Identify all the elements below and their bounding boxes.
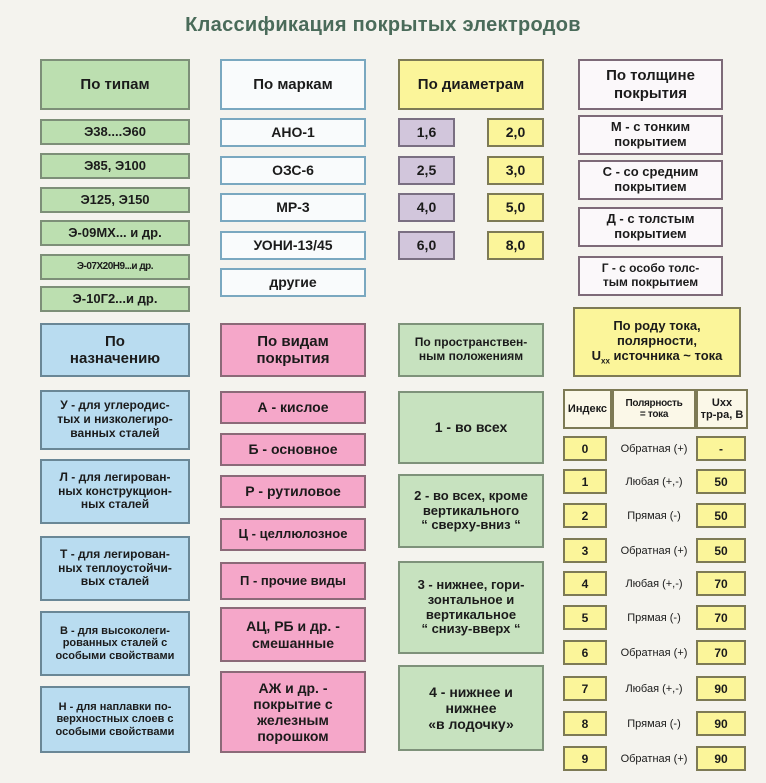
coating-item: Б - основное bbox=[220, 433, 366, 466]
thickness-item: Д - с толстым покрытием bbox=[578, 207, 723, 247]
table-cell-uxx: 90 bbox=[696, 746, 746, 771]
current-header-line2: полярности, bbox=[616, 332, 698, 348]
brands-header: По маркам bbox=[220, 59, 366, 110]
type-item: Э-09МХ... и др. bbox=[40, 220, 190, 246]
table-cell-uxx: 50 bbox=[696, 469, 746, 494]
thickness-item: Г - с особо толс- тым покрытием bbox=[578, 256, 723, 296]
diameter-item: 8,0 bbox=[487, 231, 544, 260]
brand-item: УОНИ-13/45 bbox=[220, 231, 366, 260]
table-cell-index: 3 bbox=[563, 538, 607, 563]
diameter-item: 3,0 bbox=[487, 156, 544, 185]
table-cell-polarity: Обратная (+) bbox=[620, 646, 688, 659]
coating-item: АЦ, РБ и др. - смешанные bbox=[220, 607, 366, 662]
table-cell-polarity: Любая (+,-) bbox=[625, 577, 683, 590]
type-item: Э125, Э150 bbox=[40, 187, 190, 213]
position-item: 1 - во всех bbox=[398, 391, 544, 464]
current-header-line1: По роду тока, bbox=[613, 317, 701, 333]
table-cell-uxx: 90 bbox=[696, 676, 746, 701]
col-index-header: Индекс bbox=[563, 389, 612, 429]
current-header-line3: $U_{xx}$ источника ~ тока bbox=[591, 347, 723, 366]
position-item: 2 - во всех, кроме вертикального “ сверху-вниз “ bbox=[398, 474, 544, 548]
diameter-item: 4,0 bbox=[398, 193, 455, 222]
purpose-item: У - для углеродис- тых и низколегиро- ванных сталей bbox=[40, 390, 190, 450]
brand-item: ОЗС-6 bbox=[220, 156, 366, 185]
coating-item: П - прочие виды bbox=[220, 562, 366, 600]
page-title: Классификация покрытых электродов bbox=[185, 14, 581, 36]
position-header: По пространствен- ным положениям bbox=[398, 323, 544, 377]
table-cell-index: 4 bbox=[563, 571, 607, 596]
type-item: Э-10Г2...и др. bbox=[40, 286, 190, 312]
brand-item: МР-3 bbox=[220, 193, 366, 222]
purpose-header: По назначению bbox=[40, 323, 190, 377]
col-uxx-header: Uxx тр-ра, В bbox=[696, 389, 748, 429]
thickness-header: По толщине покрытия bbox=[578, 59, 723, 110]
table-cell-polarity: Прямая (-) bbox=[627, 509, 681, 522]
type-item: Э85, Э100 bbox=[40, 153, 190, 179]
table-cell-polarity: Обратная (+) bbox=[620, 544, 688, 557]
table-cell-index: 2 bbox=[563, 503, 607, 528]
table-cell-polarity: Любая (+,-) bbox=[625, 475, 683, 488]
table-cell-index: 7 bbox=[563, 676, 607, 701]
position-item: 3 - нижнее, гори- зонтальное и вертикальное “ снизу-вверх “ bbox=[398, 561, 544, 654]
coating-item: Ц - целлюлозное bbox=[220, 518, 366, 551]
table-cell-uxx: 90 bbox=[696, 711, 746, 736]
type-item: Э38....Э60 bbox=[40, 119, 190, 145]
table-cell-uxx: 70 bbox=[696, 640, 746, 665]
coating-item: АЖ и др. - покрытие с железным порошком bbox=[220, 671, 366, 753]
brand-item: АНО-1 bbox=[220, 118, 366, 147]
purpose-item: Н - для наплавки по- верхностных слоев с особыми свойствами bbox=[40, 686, 190, 753]
diameter-item: 2,5 bbox=[398, 156, 455, 185]
type-item: Э-07Х20Н9...и др. bbox=[40, 254, 190, 280]
types-header: По типам bbox=[40, 59, 190, 110]
table-cell-uxx: 50 bbox=[696, 538, 746, 563]
diameter-item: 6,0 bbox=[398, 231, 455, 260]
coating-item: А - кислое bbox=[220, 391, 366, 424]
table-cell-uxx: 70 bbox=[696, 571, 746, 596]
coating-item: Р - рутиловое bbox=[220, 475, 366, 508]
table-cell-index: 6 bbox=[563, 640, 607, 665]
purpose-item: Л - для легирован- ных конструкцион- ных сталей bbox=[40, 459, 190, 524]
purpose-item: В - для высоколеги- рованных сталей с особыми свойствами bbox=[40, 611, 190, 676]
table-cell-polarity: Обратная (+) bbox=[620, 752, 688, 765]
diameters-header: По диаметрам bbox=[398, 59, 544, 110]
table-cell-index: 0 bbox=[563, 436, 607, 461]
purpose-item: Т - для легирован- ных теплоустойчи- вых сталей bbox=[40, 536, 190, 601]
table-cell-polarity: Прямая (-) bbox=[627, 717, 681, 730]
diameter-item: 5,0 bbox=[487, 193, 544, 222]
table-cell-index: 1 bbox=[563, 469, 607, 494]
thickness-item: С - со средним покрытием bbox=[578, 160, 723, 200]
table-cell-uxx: 50 bbox=[696, 503, 746, 528]
table-cell-polarity: Прямая (-) bbox=[627, 611, 681, 624]
col-polarity-header: Полярность = тока bbox=[612, 389, 696, 429]
table-cell-polarity: Любая (+,-) bbox=[625, 682, 683, 695]
table-cell-index: 9 bbox=[563, 746, 607, 771]
table-cell-uxx: 70 bbox=[696, 605, 746, 630]
brand-item: другие bbox=[220, 268, 366, 297]
current-header bbox=[573, 307, 741, 377]
diameter-item: 1,6 bbox=[398, 118, 455, 147]
diameter-item: 2,0 bbox=[487, 118, 544, 147]
table-cell-polarity: Обратная (+) bbox=[620, 442, 688, 455]
table-cell-index: 5 bbox=[563, 605, 607, 630]
thickness-item: М - с тонким покрытием bbox=[578, 115, 723, 155]
table-cell-uxx: - bbox=[696, 436, 746, 461]
coating-header: По видам покрытия bbox=[220, 323, 366, 377]
table-cell-index: 8 bbox=[563, 711, 607, 736]
position-item: 4 - нижнее и нижнее «в лодочку» bbox=[398, 665, 544, 751]
